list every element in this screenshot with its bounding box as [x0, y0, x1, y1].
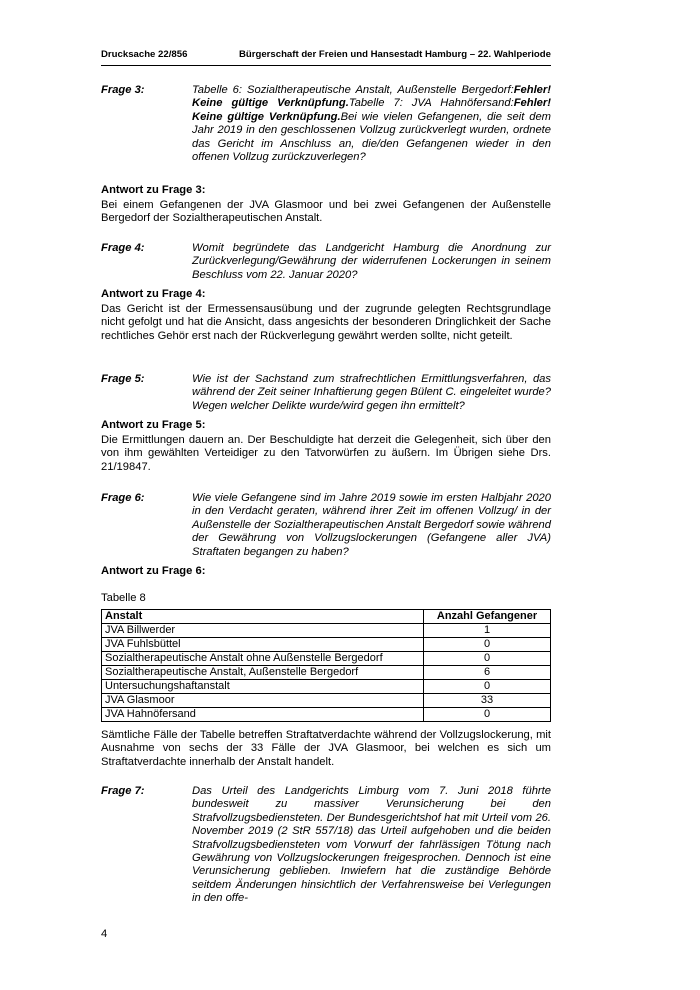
frage-7-text: Das Urteil des Landgerichts Limburg vom 7. Juni 2018 führte bundesweit zu massiver Verunsicherung bei den Strafvollzugsbediensteten. Der Bundesgerichtshof hat mit Urteil vom 26. November 2019 (2 StR 557/18) das Urteil aufgehoben und die beiden Strafvollzugsbediensteten vom Vorwurf der fahrlässigen Tötung nach Gewährung von Vollzugslockerungen freigesprochen. Dennoch ist eine Verunsicherung geblieben. Inwiefern hat die zuständige Behörde seitdem Änderungen hinsichtlich der Verfahrensweise bei Verlegungen in den offe-	[192, 785, 551, 905]
table-cell-anzahl: 0	[424, 680, 551, 694]
table-row	[102, 680, 551, 694]
page-header	[101, 49, 551, 66]
header-drucksache: Drucksache 22/856	[101, 49, 188, 60]
column-header-anzahl: Anzahl Gefangener	[424, 610, 551, 624]
table-8	[101, 609, 551, 722]
table-row	[102, 638, 551, 652]
page-number: 4	[101, 928, 108, 940]
table-header-row	[102, 610, 551, 624]
table-row	[102, 708, 551, 722]
frage-6-label: Frage 6:	[101, 492, 145, 504]
table-row	[102, 666, 551, 680]
table-cell-anstalt: Sozialtherapeutische Anstalt, Außenstelle Bergedorf	[102, 666, 424, 680]
table-cell-anstalt: JVA Billwerder	[102, 624, 424, 638]
frage-3-table6-ref: Tabelle 6: Sozialtherapeutische Anstalt, Außenstelle Bergedorf:	[192, 84, 514, 96]
frage-5-label: Frage 5:	[101, 373, 145, 385]
frage-3-table7-ref: Tabelle 7: JVA Hahnöfersand:	[348, 97, 514, 110]
frage-4-label: Frage 4:	[101, 242, 145, 254]
antwort-3-text: Bei einem Gefangenen der JVA Glasmoor und bei zwei Gefangenen der Außenstelle Bergedorf der Sozialtherapeutischen Anstalt.	[101, 199, 551, 225]
frage-4-text: Womit begründete das Landgericht Hamburg die Anordnung zur Zurückverlegung/Gewährung der widerrufenen Lockerungen in seinem Beschluss vom 22. Januar 2020?	[192, 242, 551, 281]
antwort-3-heading: Antwort zu Frage 3:	[101, 184, 206, 196]
table-cell-anzahl: 0	[424, 708, 551, 722]
table-cell-anstalt: JVA Fuhlsbüttel	[102, 638, 424, 652]
table-8-caption: Tabelle 8	[101, 592, 146, 604]
antwort-6-text: Sämtliche Fälle der Tabelle betreffen Straftatverdachte während der Vollzugslockerung, mit Ausnahme von sechs der 33 Fälle der JVA Glasmoor, bei welchen es sich um Straftatverdachte innerhalb der Anstalt handelt.	[101, 729, 551, 768]
antwort-5-heading: Antwort zu Frage 5:	[101, 419, 206, 431]
table-cell-anzahl: 1	[424, 624, 551, 638]
frage-3-error-1: Fehler! Keine gültige Verknüpfung.	[192, 84, 551, 110]
frage-3-error-2: Fehler! Keine gültige Verknüpfung.	[192, 97, 551, 123]
frage-6-text: Wie viele Gefangene sind im Jahre 2019 sowie im ersten Halbjahr 2020 in den Verdacht geraten, während ihrer Zeit im offenen Vollzug/ in der Außenstelle der Sozialtherapeutischen Anstalt Bergedorf sowie während der Gewährung von Vollzugslockerungen (Gefangene aller JVA) Straftaten begangen zu haben?	[192, 492, 551, 558]
frage-3	[101, 84, 551, 164]
table-cell-anstalt: JVA Glasmoor	[102, 694, 424, 708]
table-cell-anzahl: 0	[424, 638, 551, 652]
frage-6	[101, 492, 551, 559]
antwort-4-text: Das Gericht ist der Ermessensausübung und der zugrunde gelegten Rechtsgrundlage nicht gefolgt und hat die Ansicht, dass angesichts der besonderen Dringlichkeit der Sache rechtliches Gehör erst nach der Rückverlegung gewährt werden sollte, nicht geteilt.	[101, 303, 551, 342]
frage-3-text	[192, 84, 551, 164]
column-header-anstalt: Anstalt	[102, 610, 424, 624]
frage-7	[101, 785, 551, 906]
antwort-5-text: Die Ermittlungen dauern an. Der Beschuldigte hat derzeit die Gelegenheit, sich über den von ihm gewählten Verteidiger zu den Tatvorwürfen zu äußern. Im Übrigen siehe Drs. 21/19847.	[101, 434, 551, 473]
table-cell-anzahl: 33	[424, 694, 551, 708]
table-cell-anzahl: 0	[424, 652, 551, 666]
frage-5-text: Wie ist der Sachstand zum strafrechtlichen Ermittlungsverfahren, das während der Zeit seiner Inhaftierung gegen Bülent C. eingeleitet wurde? Wegen welcher Delikte wurde/wird gegen ihn ermittelt?	[192, 373, 551, 412]
frage-3-question: Bei wie vielen Gefangenen, die seit dem Jahr 2019 in den geschlossenen Vollzug zurückverlegt wurden, ordnete das Gericht im Anschluss an, die/den Gefangenen wieder in den offenen Vollzug zurückzuverlegen?	[192, 110, 551, 164]
table-row	[102, 694, 551, 708]
table-cell-anzahl: 6	[424, 666, 551, 680]
antwort-6-heading: Antwort zu Frage 6:	[101, 565, 206, 577]
table-row	[102, 624, 551, 638]
table-row	[102, 652, 551, 666]
frage-3-label: Frage 3:	[101, 84, 145, 96]
table-cell-anstalt: Untersuchungshaftanstalt	[102, 680, 424, 694]
antwort-4-heading: Antwort zu Frage 4:	[101, 288, 206, 300]
table-cell-anstalt: Sozialtherapeutische Anstalt ohne Außenstelle Bergedorf	[102, 652, 424, 666]
frage-4	[101, 242, 551, 282]
table-cell-anstalt: JVA Hahnöfersand	[102, 708, 424, 722]
header-parliament: Bürgerschaft der Freien und Hansestadt Hamburg – 22. Wahlperiode	[238, 49, 551, 60]
frage-5	[101, 373, 551, 413]
frage-7-label: Frage 7:	[101, 785, 145, 797]
